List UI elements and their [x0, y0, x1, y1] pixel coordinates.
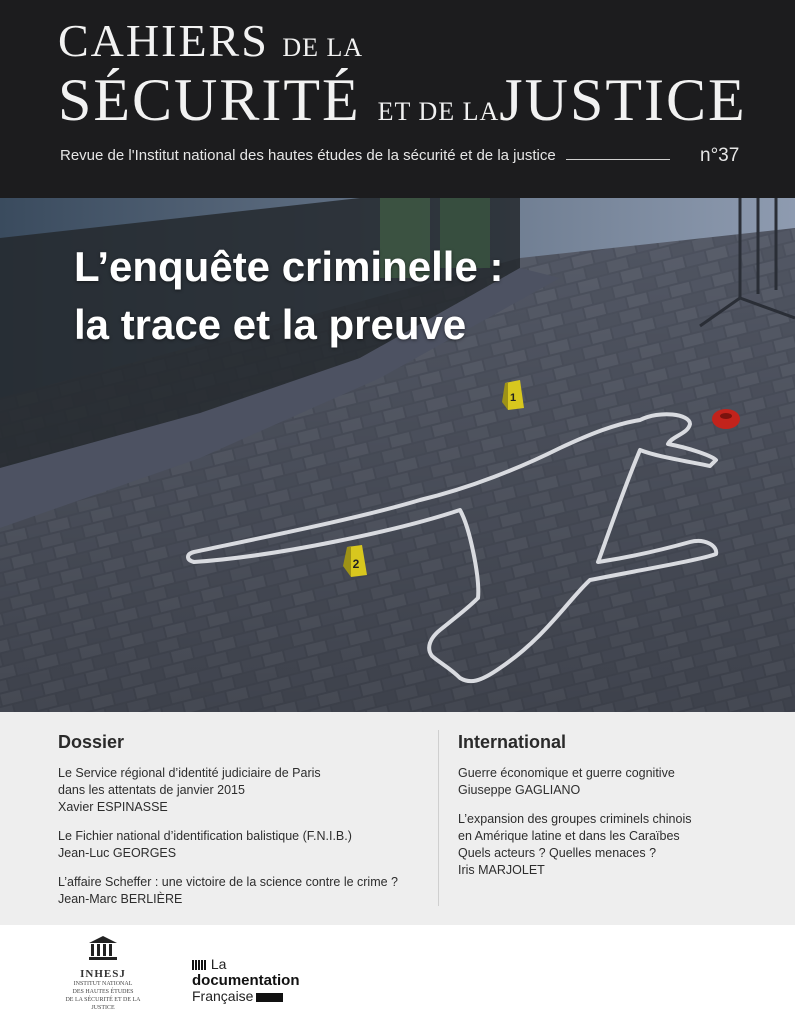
headline-line2: la trace et la preuve: [74, 301, 467, 348]
black-bar-icon: [256, 993, 283, 1002]
issue-number: n°37: [700, 145, 740, 166]
institution-building-icon: [88, 935, 118, 961]
title-justice: JUSTICE: [499, 67, 747, 133]
article-author: Xavier ESPINASSE: [58, 800, 168, 814]
subtitle-rule: [566, 159, 670, 160]
cover-headline: [74, 238, 503, 354]
article-author: Jean-Marc BERLIÈRE: [58, 892, 183, 906]
article-title: Le Service régional d’identité judiciaire de Paris: [58, 766, 321, 780]
section-title-international: International: [458, 732, 567, 752]
article-entry: [458, 811, 788, 879]
international-column: [458, 732, 788, 891]
article-title: en Amérique latine et dans les Caraïbes: [458, 829, 680, 843]
doc-francaise: Française: [192, 987, 254, 1004]
barcode-bars-icon: [192, 958, 207, 973]
title-de-la: DE LA: [282, 33, 364, 62]
article-title: L’expansion des groupes criminels chinois: [458, 812, 692, 826]
marker-2-label: 2: [352, 557, 360, 571]
dossier-column: [58, 732, 428, 920]
doc-line1: [192, 957, 300, 973]
title-securite: SÉCURITÉ: [58, 67, 361, 133]
title-cahiers: CAHIERS: [58, 15, 269, 66]
doc-line3: [192, 989, 300, 1004]
journal-subtitle: Revue de l'Institut national des hautes études de la sécurité et de la justice: [60, 147, 556, 164]
article-title: Guerre économique et guerre cognitive: [458, 766, 675, 780]
article-entry: [58, 765, 428, 816]
documentation-francaise-logo: [192, 957, 300, 1004]
inhesj-desc-line1: INSTITUT NATIONAL: [73, 981, 133, 987]
masthead: [0, 0, 795, 198]
headline-line1: L’enquête criminelle :: [74, 243, 504, 290]
journal-title-line1: [58, 14, 363, 67]
article-entry: [58, 874, 428, 908]
article-author: Jean-Luc GEORGES: [58, 846, 177, 860]
section-title-dossier: Dossier: [58, 732, 125, 752]
marker-1-label: 1: [509, 392, 517, 404]
article-title: Le Fichier national d’identification balistique (F.N.I.B.): [58, 829, 352, 843]
table-of-contents: [0, 712, 795, 932]
inhesj-desc-line3: DE LA SÉCURITÉ ET DE LA JUSTICE: [65, 997, 141, 1011]
article-author: Giuseppe GAGLIANO: [458, 783, 581, 797]
publisher-footer: [0, 925, 795, 1024]
title-et-de-la: ET DE LA: [377, 97, 500, 126]
article-title: Quels acteurs ? Quelles menaces ?: [458, 846, 657, 860]
inhesj-name: INHESJ: [80, 968, 126, 980]
article-author: Iris MARJOLET: [458, 863, 545, 877]
inhesj-desc-line2: DES HAUTES ÉTUDES: [72, 989, 134, 995]
tape-hole: [720, 413, 732, 419]
column-divider: [438, 730, 439, 906]
article-title: L’affaire Scheffer : une victoire de la science contre le crime ?: [58, 875, 398, 889]
inhesj-logo: [60, 935, 146, 1012]
article-title: dans les attentats de janvier 2015: [58, 783, 245, 797]
journal-title-line2: [58, 66, 747, 135]
cover-photo: [0, 198, 795, 712]
doc-line2: documentation: [192, 971, 300, 989]
article-entry: [458, 765, 788, 799]
article-entry: [58, 828, 428, 862]
doc-la: La: [210, 956, 227, 972]
